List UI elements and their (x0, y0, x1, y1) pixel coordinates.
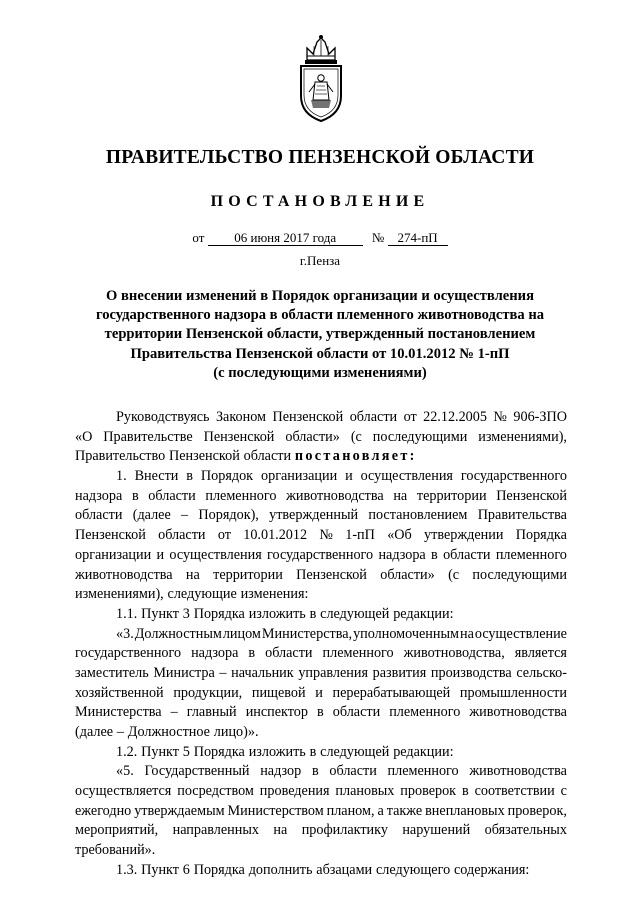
body-word: 10.01.2012 (243, 527, 308, 544)
body-word: следующей (320, 605, 390, 622)
body-word: является (514, 645, 567, 662)
body-word: и (156, 546, 165, 563)
body-word: (с (350, 428, 362, 445)
body-word: в (461, 783, 469, 800)
body-word: профилактику (301, 822, 388, 839)
body-word: Порядка (515, 527, 567, 544)
body-line (75, 684, 567, 704)
body-word: 1. (116, 468, 127, 485)
title-line: (с последующими изменениями) (213, 364, 427, 381)
body-word: области (158, 527, 206, 544)
document-number: 274-пП (388, 231, 448, 246)
body-word: осуществления (169, 546, 262, 563)
body-line (75, 802, 567, 822)
title-line: территории Пензенской области, утвержденный постановлением (104, 326, 536, 343)
body-word: 6 (182, 861, 190, 878)
title-line: Правительства Пензенской области от 10.01.2012 № 1-пП (130, 345, 510, 362)
body-line (75, 861, 567, 881)
body-line (75, 625, 567, 645)
body-word: племенного (205, 487, 277, 504)
body-word: в (311, 763, 319, 780)
body-word: организации (261, 468, 338, 485)
body-word: изложить (248, 743, 306, 760)
body-word: Министерства, (261, 625, 353, 642)
body-word: области (148, 487, 196, 504)
body-word: следующие (167, 586, 237, 603)
body-word: животноводства, (403, 645, 505, 662)
body-word: на (185, 566, 200, 583)
body-word: животноводства (469, 704, 567, 721)
body-word: государственного (267, 546, 374, 563)
body-word: Правительства (477, 507, 567, 524)
body-word: продукции, (173, 684, 243, 701)
body-word: и (315, 684, 323, 701)
body-word: требований». (75, 842, 156, 859)
body-word: лицом (222, 625, 261, 642)
body-word: Министерства (75, 704, 162, 721)
body-word: соответствии (474, 783, 555, 800)
body-word: области (349, 409, 398, 425)
body-word: Должностным (134, 625, 222, 642)
body-word: пищевой (251, 684, 306, 701)
body-word: (далее (132, 507, 171, 524)
body-word: Законом (215, 409, 267, 425)
body-word: Правительство (75, 448, 166, 465)
title-line: О внесении изменений в Порядок организации и осуществления (106, 288, 534, 304)
body-line (75, 841, 567, 861)
body-word: области (443, 546, 491, 563)
body-word: – (219, 664, 227, 681)
body-word: Пензенской (496, 487, 567, 504)
body-word: Пункт (141, 861, 179, 878)
body-word: развития (372, 664, 427, 681)
body-word: Пункт (141, 743, 179, 760)
body-line (75, 447, 567, 467)
body-word: хозяйственной (75, 684, 164, 701)
body-word: направленных (172, 822, 259, 839)
body-word: в (309, 743, 317, 760)
body-word: Порядок), (198, 507, 259, 524)
body-word: следующей (320, 743, 390, 760)
body-word: 5 (182, 743, 190, 760)
body-line (75, 723, 567, 743)
body-word: нарушений (402, 822, 471, 839)
body-word: утвержденный (269, 507, 359, 524)
body-word: в (431, 546, 438, 563)
body-word: племенного (495, 546, 567, 563)
body-word-emphasis: постановляет: (294, 448, 417, 465)
body-word: «3. (116, 625, 134, 642)
body-word: 1-пП (345, 527, 375, 544)
body-word: Пункт (141, 605, 179, 622)
number-sign: № (371, 230, 385, 245)
body-word: территории (213, 566, 283, 583)
body-word: заместитель (75, 664, 149, 681)
body-line (75, 487, 567, 507)
body-word: с (560, 783, 567, 800)
document-body (75, 408, 567, 881)
body-word: обязательных (484, 822, 567, 839)
body-word: «О (75, 428, 93, 445)
body-word: посредством (177, 783, 254, 800)
body-line (75, 703, 567, 723)
body-word: Министерством (227, 802, 324, 819)
body-line (75, 526, 567, 546)
body-word: планом, (326, 802, 375, 819)
date-prefix: от (192, 230, 205, 245)
body-word: (далее (75, 724, 114, 740)
body-word: начальник (231, 664, 294, 681)
body-word: Руководствуясь (116, 409, 210, 425)
body-word: надзора (378, 546, 426, 563)
body-word: изменениями), (478, 428, 567, 445)
body-word: Внести (134, 468, 179, 485)
body-word: племенного (387, 763, 459, 780)
body-word: на (273, 822, 288, 839)
body-word: изложить (248, 605, 306, 622)
body-word: перерабатывающей (332, 684, 451, 701)
body-word: последующими (372, 428, 468, 445)
body-word: сельско- (516, 664, 567, 681)
body-word: также (386, 802, 423, 819)
body-word: 1.1. (116, 605, 138, 622)
body-line (75, 467, 567, 487)
body-word: промышленности (459, 684, 567, 701)
body-line (75, 428, 567, 448)
body-word: «Об (387, 527, 412, 544)
body-word: редакции: (393, 743, 454, 760)
body-word: племенного (389, 704, 461, 721)
body-word: инспектор (245, 704, 308, 721)
body-word: области (329, 763, 377, 780)
body-word: – (181, 507, 189, 524)
body-word: проведения (259, 783, 330, 800)
body-line (75, 644, 567, 664)
body-word: Пензенской (169, 448, 240, 465)
body-word: надзора (75, 487, 123, 504)
body-line (75, 506, 567, 526)
body-word: организации (75, 546, 152, 563)
body-word: Порядок (200, 468, 254, 485)
body-word: области» (380, 566, 435, 583)
body-word: – (116, 724, 124, 740)
body-line (75, 546, 567, 566)
title-line: государственного надзора в области племенного животноводства на (95, 307, 545, 324)
body-word: утверждаемым (134, 802, 225, 819)
body-word: осуществление (474, 625, 567, 642)
body-word: а (377, 802, 384, 819)
body-word: изменения: (240, 586, 309, 603)
body-word: внеплановых (425, 802, 505, 819)
body-word: Порядка (193, 605, 245, 622)
body-word: плановых (335, 783, 395, 800)
body-word: 906-ЗПО (513, 409, 567, 425)
body-word: дополнить (248, 861, 313, 878)
body-word: проверок, (507, 802, 567, 819)
body-word: области (265, 645, 313, 662)
body-word: племенного (322, 645, 394, 662)
body-line (75, 664, 567, 684)
body-line (75, 821, 567, 841)
body-word: 3 (182, 605, 190, 622)
body-word: 1.3. (116, 861, 138, 878)
body-word: следующего (375, 861, 451, 878)
body-word: постановлением (368, 507, 468, 524)
body-word: животноводства (75, 566, 173, 583)
body-word: абзацами (316, 861, 373, 878)
document-type: ПОСТАНОВЛЕНИЕ (210, 193, 430, 210)
body-word: № (319, 527, 333, 544)
body-word: Государственный (144, 763, 250, 780)
body-word: редакции: (393, 605, 454, 622)
body-line (75, 605, 567, 625)
body-word: в (309, 605, 317, 622)
body-word: 22.12.2005 (423, 409, 487, 425)
body-word: осуществляется (75, 783, 172, 800)
body-word: лицо)». (213, 724, 259, 740)
body-word: государственного (75, 645, 182, 662)
body-line (75, 743, 567, 763)
body-word: животноводства (469, 763, 567, 780)
body-word: и (345, 468, 353, 485)
body-word: животноводства (286, 487, 384, 504)
government-name: ПРАВИТЕЛЬСТВО ПЕНЗЕНСКОЙ ОБЛАСТИ (105, 147, 535, 168)
date-number-line (0, 230, 640, 246)
body-word: Пензенской (75, 527, 146, 544)
body-word: на (393, 487, 408, 504)
body-word: территории (416, 487, 487, 504)
body-word: государственного (460, 468, 567, 485)
body-word: Должностное (127, 724, 210, 740)
body-word: в (186, 468, 193, 485)
body-word: от (217, 527, 231, 544)
body-word: надзора (191, 645, 239, 662)
body-word: в (317, 704, 324, 721)
body-word: Правительстве (103, 428, 193, 445)
body-word: уполномоченным (353, 625, 459, 642)
body-word: проверок (400, 783, 457, 800)
body-word: области (243, 448, 292, 465)
body-word: управления (298, 664, 368, 681)
body-word: осуществления (360, 468, 453, 485)
body-word: изменениями), (75, 586, 164, 603)
body-word: 1.2. (116, 743, 138, 760)
document-title (85, 287, 555, 383)
body-word: надзор (260, 763, 302, 780)
body-word: в (131, 487, 139, 504)
body-word: производства (430, 664, 512, 681)
body-word: № (493, 409, 507, 425)
body-word: (с (448, 566, 460, 583)
body-line (75, 762, 567, 782)
document-date: 06 июня 2017 года (208, 231, 363, 246)
body-word: Пензенской (272, 409, 344, 425)
body-word: содержания: (454, 861, 530, 878)
coat-of-arms-emblem (293, 34, 349, 124)
body-word: ежегодно (75, 802, 132, 819)
body-word: области (75, 507, 123, 524)
body-word: Министра (153, 664, 215, 681)
body-word: Порядка (193, 861, 245, 878)
body-word: на (459, 625, 474, 642)
body-word: Порядка (193, 743, 245, 760)
body-word: в (248, 645, 256, 662)
body-line (75, 585, 567, 605)
body-word: утверждении (424, 527, 504, 544)
body-line (75, 782, 567, 802)
body-word: «5. (116, 763, 134, 780)
body-word: последующими (472, 566, 567, 583)
body-word: области» (285, 428, 340, 445)
body-word: Пензенской (203, 428, 275, 445)
city: г.Пенза (299, 253, 341, 268)
body-word: мероприятий, (75, 822, 159, 839)
body-line (75, 408, 567, 428)
body-word: – (170, 704, 178, 721)
body-word: области (332, 704, 381, 721)
body-word: от (403, 409, 417, 425)
body-word: главный (186, 704, 237, 721)
body-word: Пензенской (296, 566, 367, 583)
body-line (75, 566, 567, 586)
